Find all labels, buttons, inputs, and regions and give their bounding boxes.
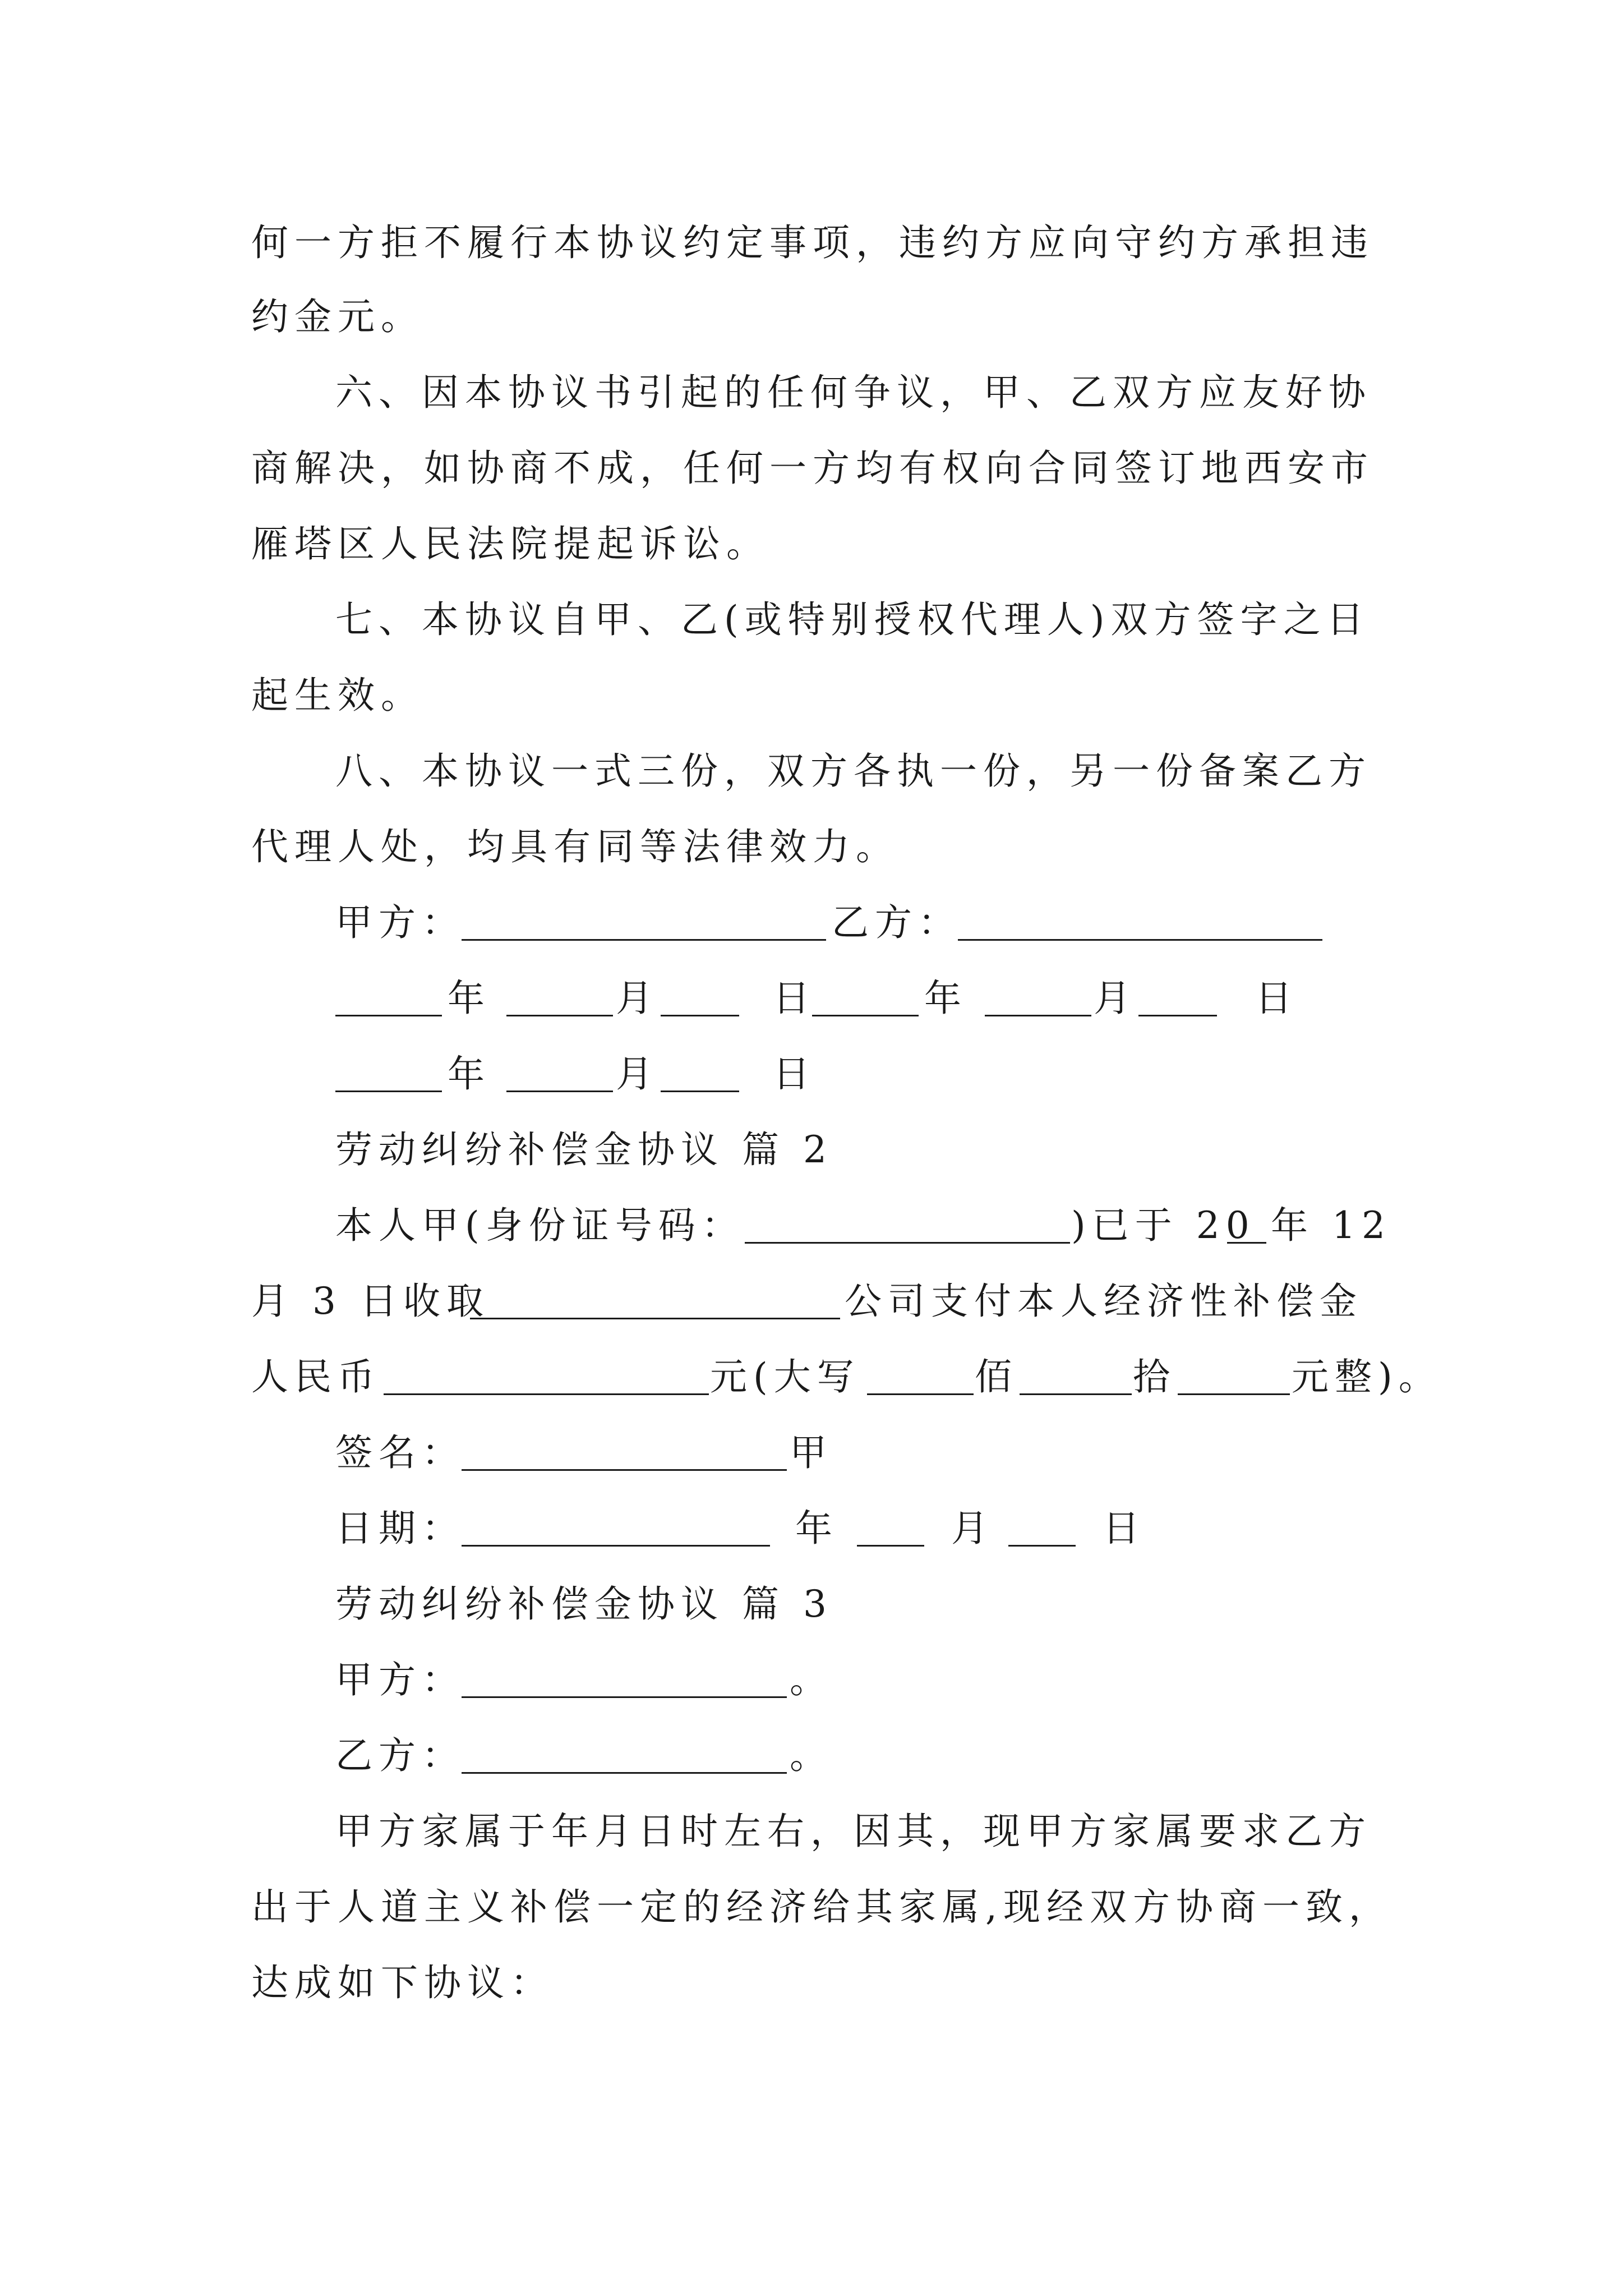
month-blank: [857, 1502, 924, 1547]
text-line: 约金元。: [251, 295, 424, 338]
receipt-date-text: )已于 20: [1071, 1204, 1256, 1247]
year-blank: [335, 1047, 442, 1092]
signature-blank: [462, 1426, 787, 1471]
year-blank: [812, 972, 919, 1016]
day-blank: [1138, 972, 1217, 1016]
party-a-blank: [462, 896, 826, 941]
tens-label: 拾: [1133, 1355, 1176, 1398]
month-label: 月: [1094, 977, 1137, 1020]
party-b-blank: [462, 1729, 787, 1774]
month-blank: [506, 972, 613, 1016]
text-line: 代理人处，均具有同等法律效力。: [251, 825, 899, 868]
month-blank: [506, 1047, 613, 1092]
year-label: 年: [448, 977, 491, 1020]
party-a-label: 甲方：: [335, 901, 465, 944]
tens-blank: [1020, 1350, 1132, 1395]
year-label: 年: [795, 1507, 838, 1550]
party-a-blank: [462, 1653, 787, 1698]
year-blank: [1227, 1199, 1266, 1244]
hundreds-blank: [867, 1350, 974, 1395]
period: 。: [790, 1734, 833, 1777]
year-label: 年: [448, 1052, 491, 1096]
period: 。: [790, 1658, 833, 1701]
day-blank: [661, 972, 739, 1016]
day-label: 日: [773, 977, 816, 1020]
clause-six-line: 六、因本协议书引起的任何争议，甲、乙双方应友好协: [335, 371, 1372, 414]
party-a-label: 甲方：: [335, 1658, 465, 1701]
date-blank: [462, 1502, 770, 1547]
receipt-date-text: 年 12: [1271, 1204, 1391, 1247]
signature-suffix: 甲: [790, 1431, 833, 1474]
text-line: 起生效。: [251, 674, 424, 717]
paragraph-line: 达成如下协议：: [251, 1961, 554, 2004]
day-blank: [661, 1047, 739, 1092]
year-label: 年: [924, 977, 967, 1020]
id-label: 本人甲(身份证号码：: [335, 1204, 745, 1247]
year-blank: [335, 972, 442, 1016]
signature-label: 签名：: [335, 1431, 465, 1474]
day-label: 日: [1255, 977, 1298, 1020]
paragraph-line: 甲方家属于年月日时左右，因其，现甲方家属要求乙方: [335, 1810, 1372, 1853]
party-b-blank: [958, 896, 1322, 941]
month-label: 月: [616, 1052, 659, 1096]
text-line: 雁塔区人民法院提起诉讼。: [251, 522, 769, 565]
day-blank: [1008, 1502, 1076, 1547]
amount-blank: [384, 1350, 709, 1395]
month-label: 月: [616, 977, 659, 1020]
receipt-text: 月 3 日收取: [251, 1280, 490, 1323]
hundreds-label: 佰: [975, 1355, 1018, 1398]
company-blank: [470, 1274, 840, 1319]
section-heading-3: 劳动纠纷补偿金协议 篇 3: [335, 1582, 833, 1626]
amount-words-label: 元(大写: [710, 1355, 860, 1398]
day-label: 日: [1103, 1507, 1146, 1550]
text-line: 商解决，如协商不成，任何一方均有权向合同签订地西安市: [251, 447, 1374, 490]
day-label: 日: [773, 1052, 816, 1096]
text-line: 何一方拒不履行本协议约定事项，违约方应向守约方承担违: [251, 221, 1374, 264]
receipt-text: 公司支付本人经济性补偿金: [845, 1280, 1363, 1323]
clause-seven-line: 七、本协议自甲、乙(或特别授权代理人)双方签字之日: [335, 598, 1370, 641]
paragraph-line: 出于人道主义补偿一定的经济给其家属,现经双方协商一致，: [251, 1885, 1392, 1929]
id-blank: [745, 1199, 1070, 1244]
month-blank: [985, 972, 1091, 1016]
party-b-label: 乙方：: [335, 1734, 465, 1777]
section-heading-2: 劳动纠纷补偿金协议 篇 2: [335, 1128, 833, 1171]
units-blank: [1178, 1350, 1290, 1395]
month-label: 月: [951, 1507, 994, 1550]
clause-eight-line: 八、本协议一式三份，双方各执一份，另一份备案乙方: [335, 749, 1372, 793]
amount-label: 人民币: [251, 1355, 381, 1398]
units-label: 元整)。: [1292, 1355, 1442, 1398]
party-b-label: 乙方：: [832, 901, 961, 944]
date-label: 日期：: [335, 1507, 465, 1550]
